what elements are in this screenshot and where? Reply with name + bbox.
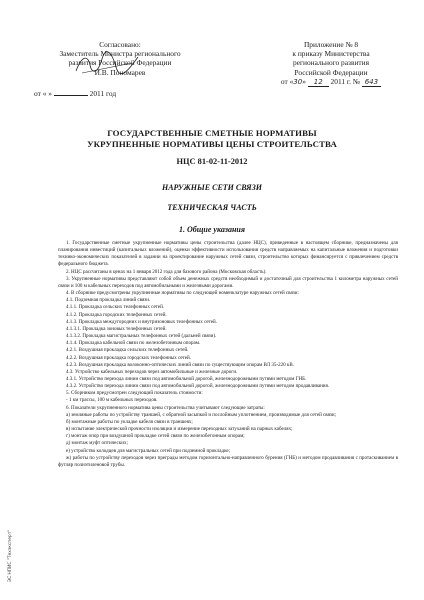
appendix-block (256, 40, 406, 87)
approval-date-month: « » (42, 88, 52, 98)
appendix-ref-2: регионального развития (293, 58, 369, 68)
appendix-number: Приложение № 8 (303, 40, 359, 49)
appendix-order-number: 643 (362, 78, 381, 87)
paragraph: ж) работы по устройству переходов через преграды методом горизонтально-направленного бурения (ГНБ) и методом продавливания с протаскиванием в футляр полиэтиленовой трубы. (58, 454, 398, 468)
paragraph: 4.1.3.1. Прокладка зоновых телефонных сетей. (66, 325, 167, 332)
paragraph: 4.2.1. Воздушная прокладка сельских телефонных сетей. (66, 347, 189, 354)
side-stamp-text: ЭС НПИС "Техэксперт" (8, 529, 13, 582)
paragraph: 5. Сборником предусмотрен следующий показатель стоимости: (66, 390, 203, 397)
paragraph: 4.1.3. Прокладка междугородних и внутризоновых телефонных сетей. (66, 318, 218, 325)
approval-date-year: 2011 год (89, 88, 117, 98)
approval-position-1: Заместитель Министра регионального (59, 49, 181, 59)
heading-line-2: УКРУПНЕННЫЕ НОРМАТИВЫ ЦЕНЫ СТРОИТЕЛЬСТВА (87, 139, 337, 149)
appendix-date-month: 12 (308, 78, 329, 87)
document-heading (0, 128, 424, 150)
paragraph: 4.1.1. Прокладка сельских телефонных сетей. (66, 304, 165, 311)
appendix-date-mid: » (302, 76, 306, 86)
appendix-ref-3: Российской Федерации (294, 67, 368, 77)
paragraph: 2. НЦС рассчитаны в ценах на 1 января 2012 года для базового района (Московская область). (66, 268, 267, 275)
appendix-date-day: 30 (293, 77, 303, 86)
paragraph: а) земляные работы по устройству траншей, с обратной засыпкой и послойным уплотнением, производимые для сетей связи; (66, 411, 337, 418)
paragraph: 4.1.4. Прокладка кабельной связи по железобетонным опорам. (66, 340, 201, 347)
paragraph: 4.3.1. Устройство перехода линии связи под автомобильной дорогой, железнодорожными путями методом ГНБ. (66, 375, 307, 382)
paragraph: 1. Государственные сметные укрупненные нормативы цены строительства (далее НЦС), приведенные в настоящем сборнике, предназначены для планирования инвестиций (капитальных вложений), оценки эффективности использования средств направляемых на капитальные вложения и подготовки технико-экономических показателей в задании на проектирование наружных сетей связи, строительство которых финансируется с привлечением средств федерального бюджета. (58, 240, 398, 268)
appendix-date (256, 77, 406, 87)
heading-line-1: ГОСУДАРСТВЕННЫЕ СМЕТНЫЕ НОРМАТИВЫ (107, 128, 317, 138)
approval-signer: И.В. Пономарев (94, 67, 146, 77)
paragraph: 4. В сборнике предусмотрены укрупненные нормативы по следующей номенклатуре наружных сетей связи: (66, 290, 299, 297)
appendix-date-year: 2011 г. № (330, 76, 360, 86)
part-title: ТЕХНИЧЕСКАЯ ЧАСТЬ (167, 203, 257, 212)
approval-block (20, 40, 220, 98)
paragraph: 3. Укрупненные нормативы представляют собой объем денежных средств необходимый и достаточный для строительства 1 километра наружных сетей связи и 100 м кабельных переходов под автомобильными и железными дорогами. (58, 275, 398, 289)
paragraph: 4.2.2. Воздушная прокладка городских телефонных сетей. (66, 354, 192, 361)
paragraph: 4.1.3.2. Прокладка магистральных телефонных сетей (дальней связи). (66, 333, 217, 340)
approval-position-2: развития Российской Федерации (68, 58, 172, 68)
side-stamp (8, 510, 16, 590)
paragraph: 4.3. Устройство кабельных переходов через автомобильные и железные дороги. (66, 368, 238, 375)
appendix-ref-1: к приказу Министерства (292, 49, 370, 59)
paragraph: в) испытание электрической прочности изоляции и измерение переходных затуханий на парных кабелях; (66, 426, 293, 433)
paragraph: - 1 км трассы, 100 м кабельных переходов. (66, 397, 158, 404)
appendix-date-prefix: от « (280, 76, 294, 86)
paragraph: д) монтаж муфт оптических; (66, 440, 128, 447)
approval-caption: Согласовано: (99, 40, 141, 49)
approval-date (20, 89, 220, 98)
approval-date-from: от (34, 88, 41, 98)
paragraph: е) устройство колодцев для магистральных сетей при подземной прокладке; (66, 447, 231, 454)
paragraph: г) монтаж опор при воздушной прокладке сетей связи по железобетонным опорам; (66, 433, 245, 440)
body-text (58, 240, 398, 469)
paragraph: 6. Показатели укрупненного норматива цены строительства учитывают следующие затраты: (66, 404, 265, 411)
paragraph: 4.1. Подземная прокладка линий связи. (66, 297, 151, 304)
paragraph: 4.1.2. Прокладка городских телефонных сетей. (66, 311, 167, 318)
signature-image (72, 51, 142, 77)
document-code: НЦС 81-02-11-2012 (176, 157, 248, 166)
paragraph: б) монтажные работы по укладке кабеля связи в траншеях; (66, 418, 193, 425)
section-title: 1. Общие указания (179, 225, 245, 234)
paragraph: 4.2.3. Воздушная прокладка волоконно-оптических линий связи по существующим опорам ВЛ 35-220 кВ. (66, 361, 295, 368)
collection-title: НАРУЖНЫЕ СЕТИ СВЯЗИ (162, 183, 262, 192)
paragraph: 4.3.2. Устройство перехода линии связи под автомобильной дорогой, железнодорожными путями методом продавливания. (66, 383, 330, 390)
